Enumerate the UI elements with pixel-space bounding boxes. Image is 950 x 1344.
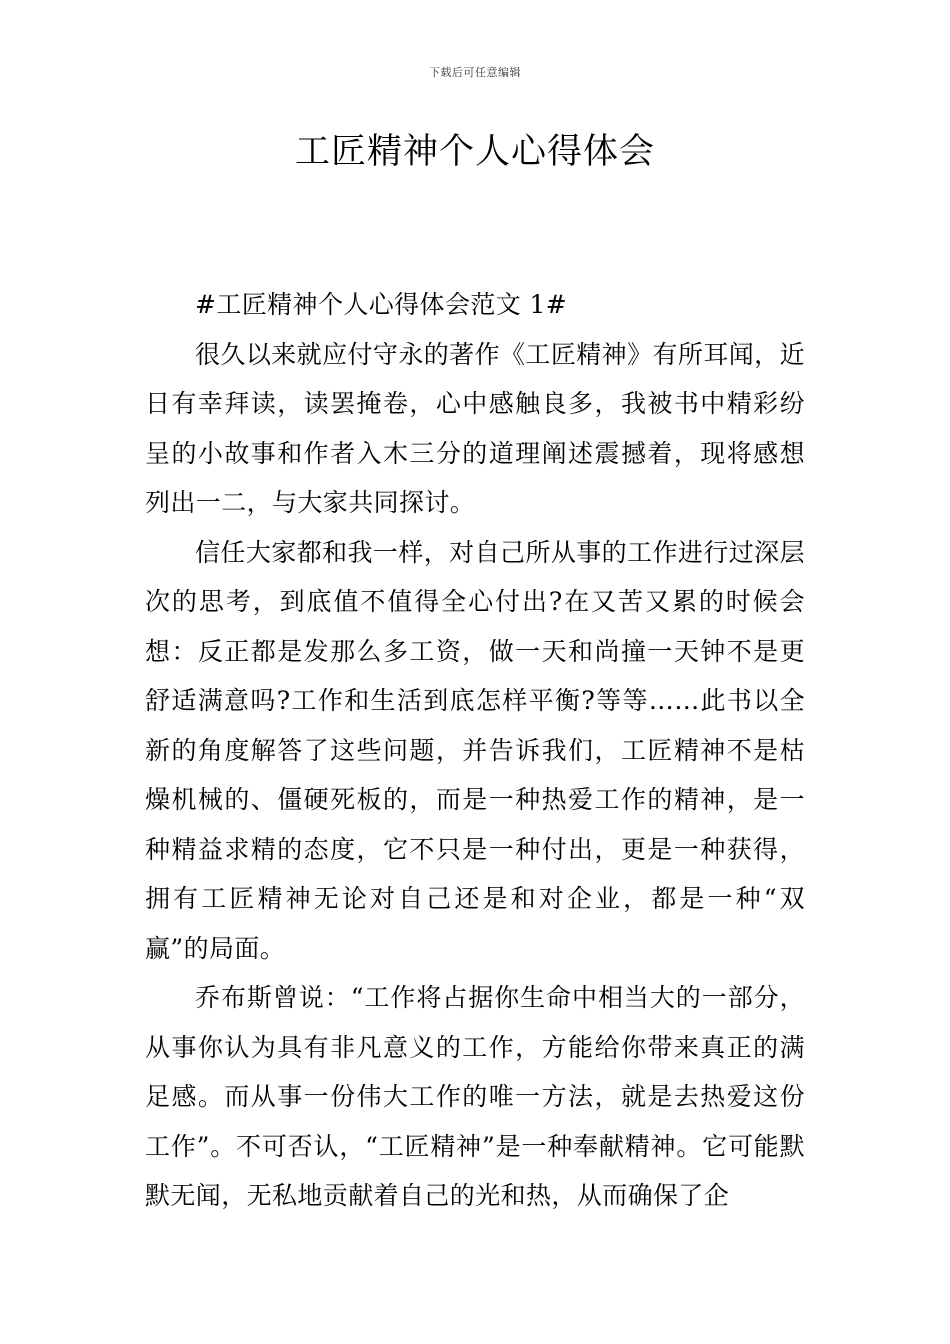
- header-note: 下载后可任意编辑: [429, 66, 521, 79]
- paragraph-3: 乔布斯曾说：“工作将占据你生命中相当大的一部分，从事你认为具有非凡意义的工作，方能给你带来真正的满足感。而从事一份伟大工作的唯一方法，就是去热爱这份工作”。不可否认，“工匠精神”是一种奉献精神。它可能默默无闻，无私地贡献着自己的光和热，从而确保了企: [145, 983, 805, 1210]
- document-title: 工匠精神个人心得体会: [294, 132, 655, 172]
- paragraph-2: 信任大家都和我一样，对自己所从事的工作进行过深层次的思考，到底值不值得全心付出?在又苦又累的时候会想：反正都是发那么多工资，做一天和尚撞一天钟不是更舒适满意吗?工作和生活到底怎样平衡?等等……此书以全新的角度解答了这些问题，并告诉我们，工匠精神不是枯燥机械的、僵硬死板的，而是一种热爱工作的精神，是一种精益求精的态度，它不只是一种付出，更是一种获得，拥有工匠精神无论对自己还是和对企业，都是一种“双赢”的局面。: [145, 537, 805, 963]
- document-body: [145, 280, 805, 1221]
- section-subheading: #工匠精神个人心得体会范文 1#: [195, 290, 568, 319]
- paragraph-1: 很久以来就应付守永的著作《工匠精神》有所耳闻，近日有幸拜读，读罢掩卷，心中感触良多，我被书中精彩纷呈的小故事和作者入木三分的道理阐述震撼着，现将感想列出一二，与大家共同探讨。: [145, 339, 805, 517]
